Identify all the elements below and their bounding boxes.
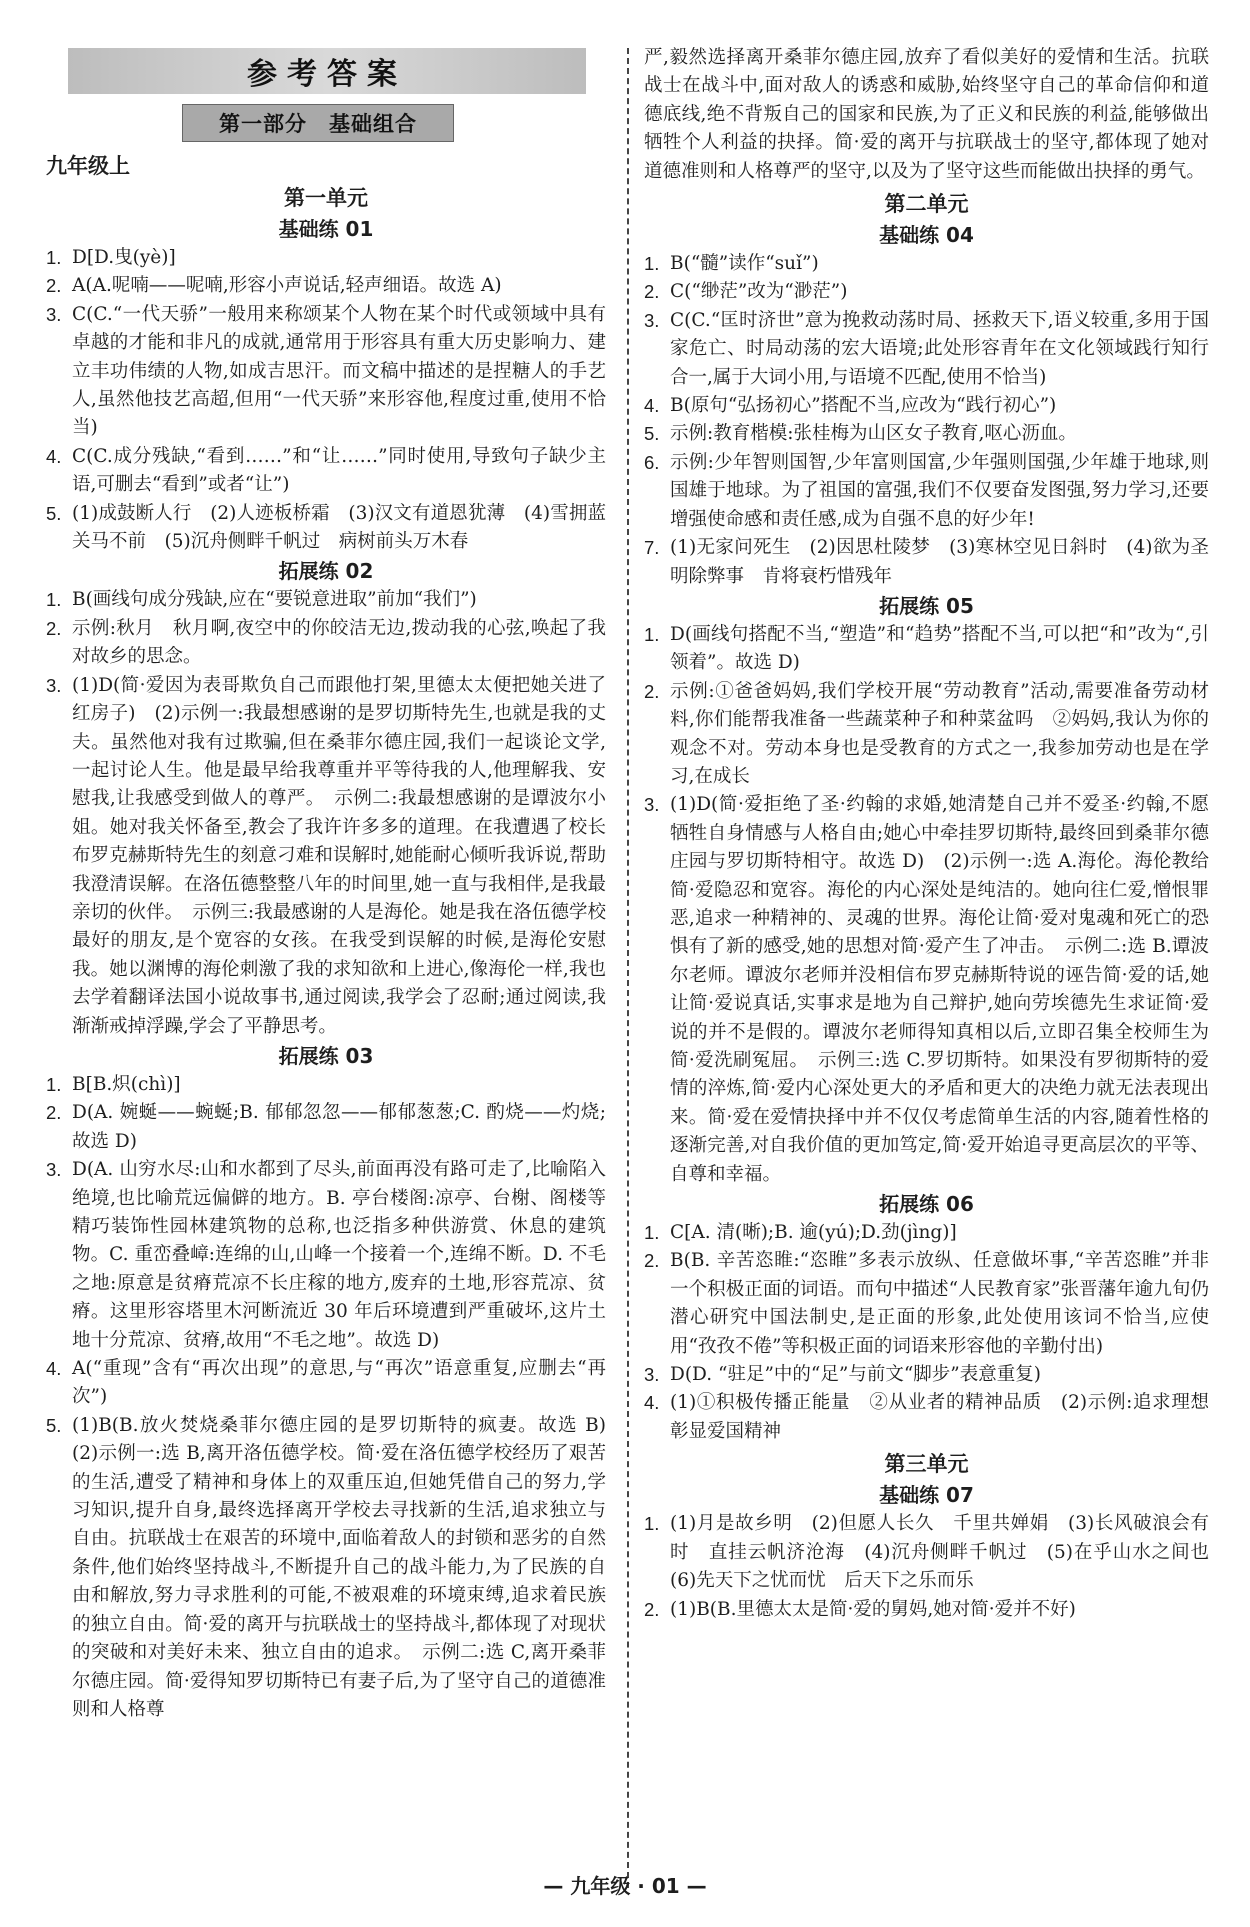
right-column xyxy=(644,44,1228,1624)
answer-item xyxy=(46,443,606,500)
section-title: 拓展练 05 xyxy=(879,593,974,618)
answer-item xyxy=(644,1247,1209,1361)
answer-number: 2. xyxy=(644,281,660,303)
answer-item xyxy=(46,500,606,557)
answer-item xyxy=(644,449,1209,534)
answer-number: 1. xyxy=(644,1222,660,1244)
answer-text: (1)D(简·爱拒绝了圣·约翰的求婚,她清楚自己并不爱圣·约翰,不愿牺牲自身情感与人格自由;她心中牵挂罗切斯特,最终回到桑菲尔德庄园与罗切斯特相守。故选 D) (2)示例一:选 A.海伦。海伦教给简·爱隐忍和宽容。海伦的内心深处是纯洁的。她向往仁爱,憎恨罪恶,追求一种精神的、灵魂的世界。海伦让简·爱对鬼魂和死亡的恐惧有了新的感受,她的思想对简·爱产生了冲击。 示例二:选 B.谭波尔老师。谭波尔老师并没相信布罗克赫斯特说的诬告简·爱的话,她让简·爱说真话,实事求是地为自己辩护,她向劳埃德先生求证简·爱说的并不是假的。谭波尔老师得知真相以后,立即召集全校师生为简·爱洗刷冤屈。 示例三:选 C.罗切斯特。如果没有罗彻斯特的爱情的淬炼,简·爱内心深处更大的矛盾和更大的决绝力就无法表现出来。简·爱在爱情抉择中并不仅仅考虑简单生活的内容,随着性格的逐渐完善,对自我价值的更加笃定,简·爱开始追寻更高层次的平等、自尊和幸福。 xyxy=(670,794,1209,1185)
answer-text: B[B.炽(chì)] xyxy=(72,1073,181,1095)
answer-text: A(A.呢喃——呢喃,形容小声说话,轻声细语。故选 A) xyxy=(72,275,502,297)
answer-list xyxy=(644,1219,1209,1446)
answer-item xyxy=(46,1071,606,1099)
answer-list xyxy=(46,244,606,556)
answer-text: D[D.曳(yè)] xyxy=(72,247,176,268)
answer-text: 示例:少年智则国智,少年富则国富,少年强则国强,少年雄于地球,则国雄于地球。为了祖国的富强,我们不仅要奋发图强,努力学习,还要增强使命感和责任感,成为自强不息的好少年! xyxy=(670,451,1209,530)
answer-list xyxy=(644,621,1209,1189)
answer-text: (1)D(简·爱因为表哥欺负自己而跟他打架,里德太太便把她关进了红房子) (2)示例一:我最想感谢的是罗切斯特先生,也就是我的丈夫。虽然他对我有过欺骗,但在桑菲尔德庄园,我们一起谈论文学,一起讨论人生。他是最早给我尊重并平等待我的人,他理解我、安慰我,让我感受到做人的尊严。 示例二:我最想感谢的是谭波尔小姐。她对我关怀备至,教会了我许许多多的道理。在我遭遇了校长布罗克赫斯特先生的刻意刁难和误解时,她能耐心倾听我诉说,帮助我澄清误解。在洛伍德整整八年的时间里,她一直与我相伴,是我最亲切的伙伴。 示例三:我最感谢的人是海伦。她是我在洛伍德学校最好的朋友,是个宽容的女孩。在我受到误解的时候,是海伦安慰我。她以渊博的海伦刺激了我的求知欲和上进心,像海伦一样,我也去学着翻译法国小说故事书,通过阅读,我学会了忍耐;通过阅读,我渐渐戒掉浮躁,学会了平静思考。 xyxy=(72,674,606,1037)
answer-text: B(B. 辛苦恣睢:“恣睢”多表示放纵、任意做坏事,“辛苦恣睢”并非一个积极正面的词语。而句中描述“人民教育家”张晋藩年逾九旬仍潜心研究中国法制史,是正面的形象,此处使用该词不恰当,应使用“孜孜不倦”等积极正面的词语来形容他的辛勤付出) xyxy=(670,1250,1209,1357)
grade-heading: 九年级上 xyxy=(46,154,130,178)
answer-item xyxy=(644,420,1209,448)
answer-number: 1. xyxy=(46,1073,62,1095)
section-title: 基础练 04 xyxy=(879,223,974,248)
answer-text: (1)B(B.里德太太是简·爱的舅妈,她对简·爱并不好) xyxy=(670,1598,1076,1620)
answer-number: 6. xyxy=(644,451,660,473)
answer-item xyxy=(644,392,1209,420)
answer-number: 4. xyxy=(46,445,62,467)
answer-number: 3. xyxy=(644,794,660,816)
answer-item xyxy=(644,1596,1209,1624)
answer-number: 2. xyxy=(644,680,660,702)
answer-item xyxy=(644,307,1209,392)
answer-item xyxy=(46,1355,606,1412)
answer-item xyxy=(46,1099,606,1156)
unit-heading-3: 第三单元 xyxy=(884,1452,969,1477)
answer-number: 1. xyxy=(46,247,62,268)
answer-text: (1)①积极传播正能量 ②从业者的精神品质 (2)示例:追求理想彰显爱国精神 xyxy=(670,1392,1209,1442)
answer-text: A(“重现”含有“再次出现”的意思,与“再次”语意重复,应删去“再次”) xyxy=(72,1358,606,1408)
answer-list xyxy=(46,586,606,1041)
answer-text: C(“缈茫”改为“渺茫”) xyxy=(670,281,848,303)
answer-text: D(A. 山穷水尽:山和水都到了尽头,前面再没有路可走了,比喻陷入绝境,也比喻荒远偏僻的地方。B. 亭台楼阁:凉亭、台榭、阁楼等精巧装饰性园林建筑物的总称,也泛指多种供游赏、休息的建筑物。C. 重峦叠嶂:连绵的山,山峰一个接着一个,连绵不断。D. 不毛之地:原意是贫瘠荒凉不长庄稼的地方,废弃的土地,形容荒凉、贫瘠。这里形容塔里木河断流近 30 年后环境遭到严重破坏,这片土地十分荒凉、贫瘠,故用“不毛之地”。故选 D) xyxy=(72,1159,606,1351)
column-divider xyxy=(627,48,629,1888)
answer-number: 5. xyxy=(644,423,660,445)
answer-text: D(A. 婉蜒——蜿蜒;B. 郁郁忽忽——郁郁葱葱;C. 酌烧——灼烧;故选 D) xyxy=(72,1102,606,1152)
answer-list xyxy=(46,1071,625,1724)
answer-text: C(C.“一代天骄”一般用来称颂某个人物在某个时代或领域中具有卓越的才能和非凡的成就,通常用于形容具有重大历史影响力、建立丰功伟绩的人物,如成吉思汗。而文稿中描述的是捏糖人的手艺人,虽然他技艺高超,但用“一代天骄”来形容他,程度过重,使用不恰当) xyxy=(72,303,606,439)
answer-item xyxy=(644,1219,1209,1247)
unit-heading-2: 第二单元 xyxy=(884,192,969,217)
answer-number: 2. xyxy=(46,1102,62,1124)
answer-text: B(“髓”读作“suǐ”) xyxy=(670,253,819,275)
answer-number: 5. xyxy=(46,1414,62,1436)
answer-item xyxy=(644,1510,1228,1595)
answer-item xyxy=(46,301,606,443)
answer-number: 7. xyxy=(644,537,660,559)
answer-text: B(原句“弘扬初心”搭配不当,应改为“践行初心”) xyxy=(670,395,1057,417)
answer-number: 2. xyxy=(644,1598,660,1620)
section-title: 基础练 01 xyxy=(278,217,374,241)
answer-number: 3. xyxy=(46,303,62,325)
answer-number: 2. xyxy=(46,617,62,639)
answer-text: (1)成鼓断人行 (2)人迹板桥霜 (3)汉文有道恩犹薄 (4)雪拥蓝关马不前 (5)沉舟侧畔千帆过 病树前头万木春 xyxy=(72,502,606,553)
continued-answer-text: 严,毅然选择离开桑菲尔德庄园,放弃了看似美好的爱情和生活。抗联战士在战斗中,面对敌人的诱惑和威胁,始终坚守自己的革命信仰和道德底线,绝不背叛自己的国家和民族,为了正义和民族的利益,能够做出牺牲个人利益的抉择。简·爱的离开与抗联战士的坚守,都体现了她对道德准则和人格尊严的坚守,以及为了坚守这些而能做出抉择的勇气。 xyxy=(644,47,1209,182)
section-title: 基础练 07 xyxy=(879,1483,974,1508)
answer-item xyxy=(46,244,606,272)
answer-text: D(D. “驻足”中的“足”与前文“脚步”表意重复) xyxy=(670,1364,1041,1386)
answer-text: 示例:秋月 秋月啊,夜空中的你皎洁无边,拨动我的心弦,唤起了我对故乡的思念。 xyxy=(72,617,606,668)
answer-number: 3. xyxy=(644,1364,660,1386)
answer-number: 2. xyxy=(644,1250,660,1272)
answer-number: 3. xyxy=(46,1159,62,1181)
answer-item xyxy=(644,1389,1209,1446)
answer-item xyxy=(644,791,1209,1189)
answer-number: 4. xyxy=(644,1392,660,1414)
answer-number: 1. xyxy=(644,623,660,645)
answer-item xyxy=(46,615,606,672)
page-title: 参考答案 xyxy=(68,48,586,94)
section-title: 拓展练 06 xyxy=(879,1192,974,1217)
answer-text: 示例:①爸爸妈妈,我们学校开展“劳动教育”活动,需要准备劳动材料,你们能帮我准备一些蔬菜种子和种菜盆吗 ②妈妈,我认为你的观念不对。劳动本身也是受教育的方式之一,我参加劳动也是在学习,在成长 xyxy=(670,680,1209,787)
answer-number: 1. xyxy=(644,253,660,275)
answer-number: 2. xyxy=(46,275,62,297)
left-column xyxy=(46,44,625,1724)
answer-text: C(C.成分残缺,“看到……”和“让……”同时使用,导致句子缺少主语,可删去“看到”或者“让”) xyxy=(72,445,606,496)
page-footer: — 九年级 · 01 — xyxy=(543,1874,707,1898)
answer-text: (1)B(B.放火焚烧桑菲尔德庄园的是罗切斯特的疯妻。故选 B) (2)示例一:选 B,离开洛伍德学校。简·爱在洛伍德学校经历了艰苦的生活,遭受了精神和身体上的双重压迫,但她凭借自己的努力,学习知识,提升自身,最终选择离开学校去寻找新的生活,追求独立与自由。抗联战士在艰苦的环境中,面临着敌人的封锁和恶劣的自然条件,他们始终坚持战斗,不断提升自己的战斗能力,为了民族的自由和解放,努力寻求胜利的可能,不被艰难的环境束缚,追求着民族的独立自由。简·爱的离开与抗联战士的坚持战斗,都体现了对现状的突破和对美好未来、独立自由的追求。 示例二:选 C,离开桑菲尔德庄园。简·爱得知罗切斯特已有妻子后,为了坚守自己的道德准则和人格尊 xyxy=(72,1414,625,1720)
answer-item xyxy=(644,678,1209,792)
answer-item xyxy=(46,1412,625,1724)
answer-number: 1. xyxy=(46,589,62,611)
answer-text: (1)无家问死生 (2)因思杜陵梦 (3)寒林空见日斜时 (4)欲为圣明除弊事 肯将衰朽惜残年 xyxy=(670,537,1209,587)
answer-item xyxy=(644,278,1209,306)
section-title: 拓展练 03 xyxy=(278,1043,374,1068)
section-title: 拓展练 02 xyxy=(278,559,374,584)
answer-item xyxy=(46,272,606,300)
answer-text: (1)月是故乡明 (2)但愿人长久 千里共婵娟 (3)长风破浪会有时 直挂云帆济沧海 (4)沉舟侧畔千帆过 (5)在乎山水之间也 (6)先天下之忧而忧 后天下之乐而乐 xyxy=(670,1513,1228,1592)
answer-number: 5. xyxy=(46,502,62,524)
answer-item xyxy=(644,621,1209,678)
answer-text: C[A. 清(晰);B. 逾(yú);D.劲(jìng)] xyxy=(670,1222,957,1244)
answer-number: 4. xyxy=(644,395,660,417)
part-heading: 第一部分 基础组合 xyxy=(182,104,454,142)
answer-item xyxy=(46,586,606,614)
answer-number: 3. xyxy=(644,309,660,331)
answer-item xyxy=(644,534,1209,591)
answer-text: B(画线句成分残缺,应在“要锐意进取”前加“我们”) xyxy=(72,589,477,611)
answer-list xyxy=(644,1510,1228,1624)
unit-heading-1: 第一单元 xyxy=(284,186,368,210)
answer-number: 3. xyxy=(46,674,62,696)
answer-item xyxy=(644,250,1209,278)
answer-text: 示例:教育楷模:张桂梅为山区女子教育,呕心沥血。 xyxy=(670,423,1077,445)
answer-list xyxy=(644,250,1209,591)
answer-item xyxy=(46,1156,606,1355)
answer-text: C(C.“匡时济世”意为挽救动荡时局、拯救天下,语义较重,多用于国家危亡、时局动荡的宏大语境;此处形容青年在文化领域践行知行合一,属于大词小用,与语境不匹配,使用不恰当) xyxy=(670,309,1209,388)
answer-item xyxy=(46,672,606,1041)
answer-item xyxy=(644,1361,1209,1389)
answer-number: 1. xyxy=(644,1513,660,1535)
answer-number: 4. xyxy=(46,1358,62,1380)
answer-text: D(画线句搭配不当,“塑造”和“趋势”搭配不当,可以把“和”改为“,引领着”。故选 D) xyxy=(670,623,1209,674)
